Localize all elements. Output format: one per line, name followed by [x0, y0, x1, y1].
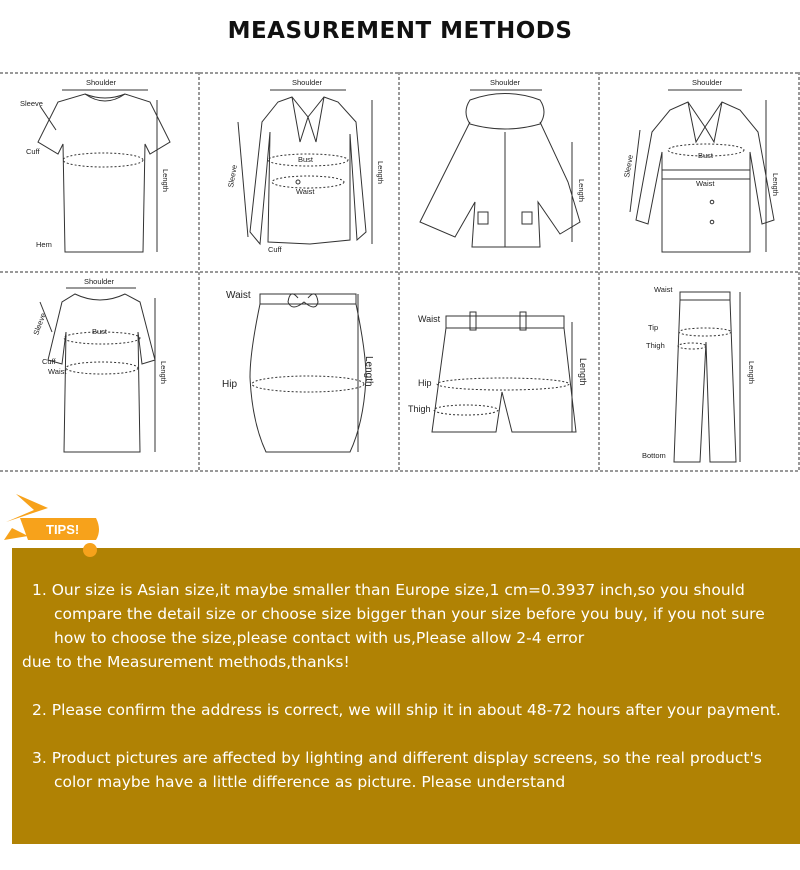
shorts-diagram [400, 272, 600, 472]
label-sleeve: Sleeve [31, 311, 48, 337]
label-cuff: Cuff [42, 357, 56, 366]
label-thigh: Thigh [408, 404, 431, 414]
label-hip: Hip [418, 378, 432, 388]
label-waist: Waist [418, 314, 441, 324]
cape-coat-diagram [400, 72, 600, 272]
label-shoulder: Shoulder [490, 78, 521, 87]
label-sleeve: Sleeve [622, 154, 635, 179]
tips-badge [0, 488, 110, 568]
label-waist: Waist [696, 179, 715, 188]
label-sleeve: Sleeve [226, 164, 239, 189]
label-length: Length [578, 358, 588, 386]
dress-diagram [0, 272, 200, 472]
label-sleeve: Sleeve [20, 99, 43, 108]
trousers-diagram [600, 272, 800, 472]
blazer-diagram [200, 72, 400, 272]
label-cuff: Cuff [26, 147, 40, 156]
label-shoulder: Shoulder [84, 277, 115, 286]
label-hem: Hem [36, 240, 52, 249]
label-bust: Bust [698, 151, 714, 160]
label-bust: Bust [92, 327, 108, 336]
label-cuff: Cuff [268, 245, 282, 254]
page-title: MEASUREMENT METHODS [227, 18, 573, 44]
measurement-diagram-grid [0, 72, 800, 472]
label-tip: Tip [648, 323, 659, 332]
tips-badge-label: TIPS! [46, 522, 80, 537]
label-hip: Hip [222, 379, 238, 390]
tip-item-1: 1. Our size is Asian size,it maybe smaller than Europe size,1 cm=0.3937 inch,so you should compare the detail size or choose size bigger than your size before you buy, if you not sure how to choose the size,please contact with us,Please allow 2-4 error [32, 581, 765, 647]
long-coat-diagram [600, 72, 800, 272]
tip-item-2: 2. Please confirm the address is correct, we will ship it in about 48-72 hours after your payment. [32, 701, 781, 719]
label-length: Length [747, 361, 756, 384]
skirt-diagram [200, 272, 400, 472]
label-thigh: Thigh [646, 341, 665, 350]
label-bottom: Bottom [642, 451, 666, 460]
label-shoulder: Shoulder [292, 78, 323, 87]
label-shoulder: Shoulder [86, 78, 117, 87]
label-length: Length [376, 161, 385, 184]
label-waist: Waist [654, 285, 673, 294]
label-length: Length [363, 356, 374, 387]
label-waist: Waist [48, 367, 67, 376]
label-bust: Bust [298, 155, 314, 164]
tip-item-1-continued: due to the Measurement methods,thanks! [22, 653, 350, 671]
label-length: Length [159, 361, 168, 384]
label-length: Length [771, 173, 780, 196]
label-length: Length [161, 169, 170, 192]
tip-item-3: 3. Product pictures are affected by lighting and different display screens, so the real product's color maybe have a little difference as picture. Please understand [32, 749, 762, 791]
label-waist: Waist [296, 187, 315, 196]
label-waist: Waist [226, 290, 251, 301]
label-shoulder: Shoulder [692, 78, 723, 87]
tshirt-diagram [0, 72, 200, 272]
label-length: Length [577, 179, 586, 202]
tips-list [22, 578, 792, 794]
